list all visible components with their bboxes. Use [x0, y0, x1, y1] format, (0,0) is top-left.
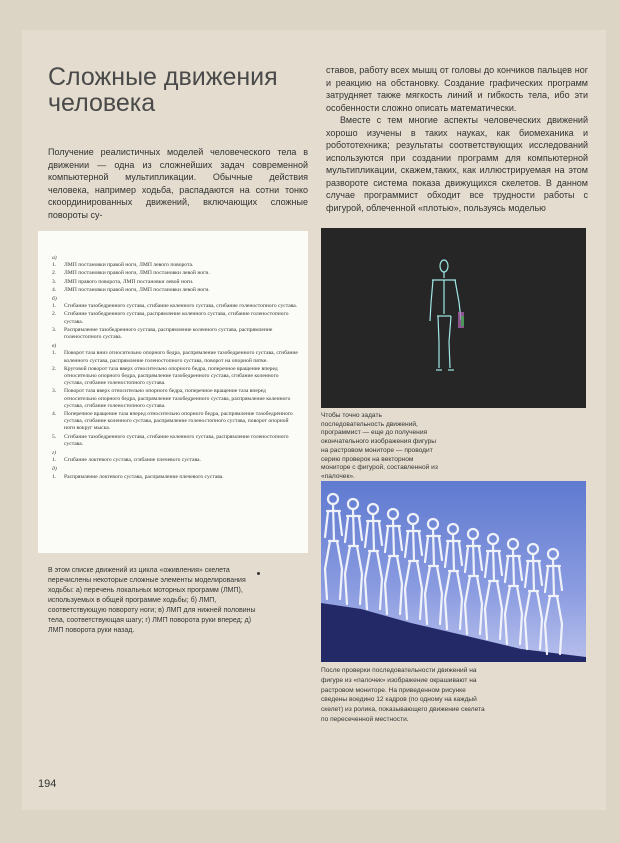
right-paragraph-2: Вместе с тем многие аспекты человеческих движений хорошо изучены в таких науках, как биомеханика и робототехника; результаты соответствующих исследований используются при создании программ для компьютерной мультипликации, скажем,таких, как иллюстрируемая на этом развороте система показа движущихся скелетов. В данном случае программист обходит все трудности работы с фигурой, облеченной «плотью», пользуясь моделью	[326, 115, 588, 213]
list-item-number: 1.	[52, 303, 57, 310]
list-item	[52, 457, 298, 464]
list-item-text: Распрямление локтевого сустава, распрямление плечевого сустава.	[64, 473, 224, 480]
list-item-number: 3.	[52, 278, 57, 285]
skeleton-sequence-image	[321, 481, 586, 662]
list-item-text: Сгибание локтевого сустава, сгибание плечевого сустава.	[64, 457, 201, 464]
list-item-number: 2.	[52, 311, 57, 318]
movement-list-box	[38, 231, 308, 553]
list-item	[52, 262, 298, 269]
list-item-number: 2.	[52, 365, 57, 372]
list-item	[52, 303, 298, 310]
list-item-text: Распрямление тазобедренного сустава, распрямление коленного сустава, распрямление голеностопного сустава.	[64, 326, 273, 341]
list-group	[52, 466, 298, 480]
page-number: 194	[38, 778, 57, 790]
list-item-number: 1.	[52, 473, 57, 480]
list-item-number: 2.	[52, 270, 57, 277]
list-item-number: 4.	[52, 411, 57, 418]
list-item	[52, 388, 298, 410]
list-item	[52, 350, 298, 364]
list-item	[52, 327, 298, 341]
list-item-number: 1.	[52, 457, 57, 464]
list-item-text: Поворот таза вверх относительно опорного бедра, поперечное вращение таза вперед относительно опорного бедра, распрямление тазобедренного сустава, распрямление коленного сустава, сгибание голеностопного сустава.	[64, 388, 291, 409]
stick-figure-caption: Чтобы точно задать последовательность движений, программист — еще до получения окончательного изображения фигуры на растровом мониторе — проводит серию проверок на векторном мониторе с фигурой, составленной из «палочек».	[321, 412, 438, 480]
list-item-number: 5.	[52, 433, 57, 440]
title-line-2: человека	[48, 89, 156, 117]
list-group-label: а)	[52, 255, 57, 261]
list-item-text: Сгибание тазобедренного сустава, сгибание коленного сустава, распрямление голеностопного сустава.	[64, 433, 289, 447]
right-paragraph-1: ставов, работу всех мышц от головы до кончиков пальцев ног и реакцию на обстановку. Создание графических программ затрудняет также мягкость линий и гибкость тела, ибо эти особенности сложно описать математически.	[326, 65, 588, 113]
list-item-number: 4.	[52, 286, 57, 293]
list-group-label: г)	[52, 450, 57, 457]
list-item-text: ЛМП постановки правой ноги, ЛМП левого поворота.	[64, 262, 194, 269]
list-group	[52, 450, 298, 464]
list-item-number: 1.	[52, 262, 57, 269]
list-item-text: ЛМП постановки правой ноги, ЛМП постановки левой ноги.	[64, 286, 210, 293]
list-caption: В этом списке движений из цикла «оживления» скелета перечислены некоторые сложные элементы моделирования ходьбы: а) перечень локальных моторных программ (ЛМП), используемых в общей программе ходьбы; б) ЛМП, соответствующую повороту ноги; в) ЛМП для нижней половины тела, соответствующая шагу; г) ЛМП поворота руки вперед; д) ЛМП поворота руки назад.	[48, 567, 256, 634]
list-item-text: Поворот таза вниз относительно опорного бедра, распрямление тазобедренного сустава, сгибание коленного сустава, распрямление голеностопного сустава, поворот на опорной пятке.	[64, 350, 298, 364]
page-title	[48, 64, 318, 116]
list-group	[52, 255, 298, 294]
list-item-number: 3.	[52, 326, 57, 333]
list-item-text: ЛМП правого поворота, ЛМП постановки левой ноги.	[64, 278, 194, 285]
list-item	[52, 434, 298, 448]
list-item-text: Сгибание тазобедренного сустава, распрямление коленного сустава, сгибание голеностопного сустава.	[64, 311, 289, 325]
list-group	[52, 343, 298, 448]
skeleton-caption: После проверки последовательности движений на фигуре из «палочек» изображение окрашивают на растровом мониторе. На приведенном рисунке сведены воедино 12 кадров (по одному на каждый скелет) из ролика, показывающего движение скелета по пересеченной местности.	[321, 667, 485, 723]
stick-figure-image	[321, 228, 586, 408]
bullet-dot	[257, 572, 260, 575]
list-group-label: б)	[52, 296, 57, 303]
list-group-label: в)	[52, 343, 57, 350]
list-item-text: Круговой поворот таза вверх относительно опорного бедра, поперечное вращение вперед относительно опорного бедра, распрямление тазобедренного сустава, сгибание коленного сустава, сгибание голеностопного сустава.	[64, 365, 279, 387]
list-item	[52, 279, 298, 286]
title-line-1: Сложные движения	[48, 63, 278, 91]
list-item	[52, 411, 298, 433]
right-column-text	[326, 64, 588, 214]
intro-paragraph: Получение реалистичных моделей человеческого тела в движении — одна из сложнейших задач современной компьютерной мультипликации. Обычные действия человека, например ходьба, распадаются на сотни тонко скоординированных движений, включающих сложные повороты су-	[48, 147, 308, 220]
list-item-number: 3.	[52, 388, 57, 395]
list-item-text: ЛМП постановки правой ноги, ЛМП постановки левой ноги.	[64, 270, 210, 277]
list-item	[52, 270, 298, 277]
list-group-label: д)	[52, 466, 57, 473]
list-item-text: Сгибание тазобедренного сустава, сгибание коленного сустава, сгибание голеностопного сустава.	[64, 303, 298, 310]
stick-figure-drawing	[321, 228, 586, 408]
list-item	[52, 287, 298, 294]
list-item	[52, 474, 298, 481]
list-item-text: Поперечное вращение таза вперед относительно опорного бедра, распрямление тазобедренного сустава, сгибание коленного сустава, распрямление голеностопного сустава, поворот опорной ноги вокруг мыска.	[64, 411, 293, 432]
skeleton-sequence-drawing	[321, 481, 586, 662]
list-group	[52, 296, 298, 341]
list-item	[52, 366, 298, 388]
list-item	[52, 311, 298, 325]
list-item-number: 1.	[52, 350, 57, 357]
